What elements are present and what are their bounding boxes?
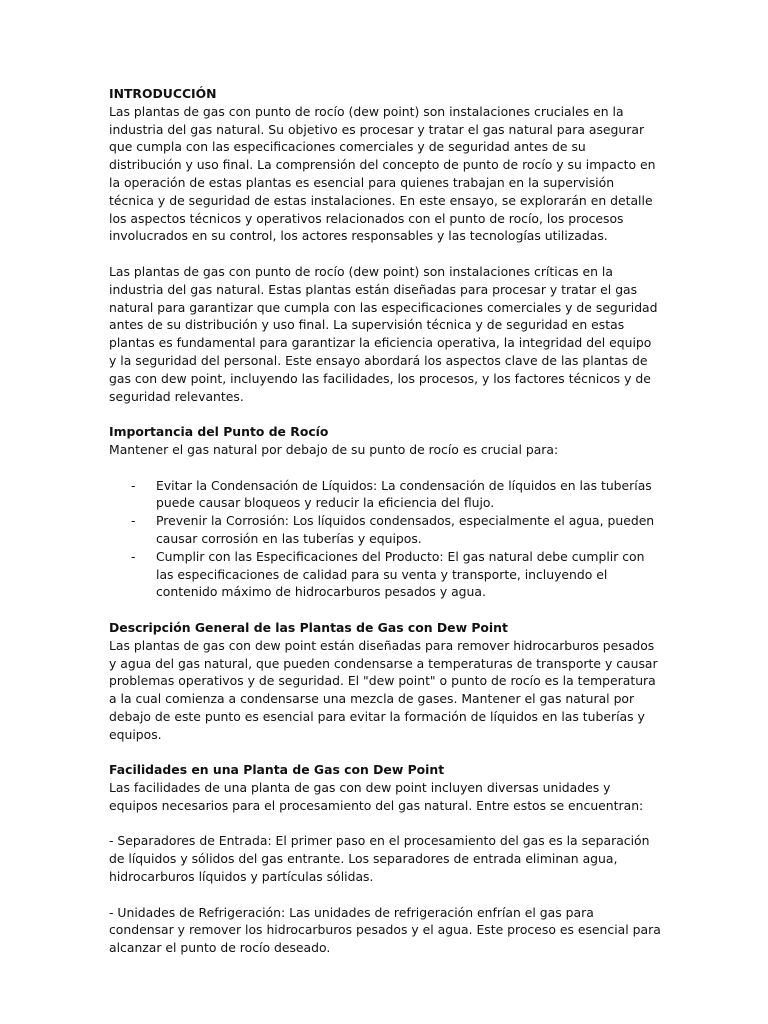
facilities-lead: Las facilidades de una planta de gas con dew point incluyen diversas unidades y equipos necesarios para el procesamiento del gas natural. Entre estos se encuentran:: [109, 780, 644, 813]
list-item-text: Cumplir con las Especificaciones del Producto: El gas natural debe cumplir con las especificaciones de calidad para su venta y transporte, incluyendo el contenido máximo de hidrocarburos pesados y agua.: [156, 548, 645, 600]
importance-heading: Importancia del Punto de Rocío: [109, 424, 329, 440]
intro-paragraph-2: Las plantas de gas con punto de rocío (dew point) son instalaciones críticas en la industria del gas natural. Estas plantas están diseñadas para procesar y tratar el gas natural para garantizar que cumpla con las especificaciones comerciales y de seguridad antes de su distribución y uso final. La supervisión técnica y de seguridad en estas plantas es fundamental para garantizar la eficiencia operativa, la integridad del equipo y la seguridad del personal. Este ensayo abordará los aspectos clave de las plantas de gas con dew point, incluyendo las facilidades, los procesos, y los factores técnicos y de seguridad relevantes.: [109, 263, 658, 404]
facilities-heading: Facilidades en una Planta de Gas con Dew Point: [109, 762, 445, 778]
list-item-text: Prevenir la Corrosión: Los líquidos condensados, especialmente el agua, pueden causar corrosión en las tuberías y equipos.: [156, 513, 655, 546]
bullet-dash: -: [131, 477, 136, 493]
list-item: [109, 548, 661, 601]
importance-list: [109, 477, 661, 602]
facilities-separators: - Separadores de Entrada: El primer paso en el procesamiento del gas es la separación de líquidos y sólidos del gas entrante. Los separadores de entrada eliminan agua, hidrocarburos líquidos y partículas sólidas.: [109, 833, 650, 885]
overview-heading: Descripción General de las Plantas de Gas con Dew Point: [109, 619, 508, 635]
facilities-refrigeration: - Unidades de Refrigeración: Las unidades de refrigeración enfrían el gas para condensar y remover los hidrocarburos pesados y el agua. Este proceso es esencial para alcanzar el punto de rocío deseado.: [109, 904, 661, 956]
bullet-dash: -: [131, 548, 136, 564]
importance-lead: Mantener el gas natural por debajo de su punto de rocío es crucial para:: [109, 441, 559, 457]
list-item: [109, 477, 661, 513]
document-page: [109, 85, 661, 957]
intro-heading: INTRODUCCIÓN: [109, 86, 217, 101]
list-item: [109, 512, 661, 548]
overview-paragraph: Las plantas de gas con dew point están diseñadas para remover hidrocarburos pesados y agua del gas natural, que pueden condensarse a temperaturas de transporte y causar problemas operativos y de seguridad. El "dew point" o punto de rocío es la temperatura a la cual comienza a condensarse una mezcla de gases. Mantener el gas natural por debajo de este punto es esencial para evitar la formación de líquidos en las tuberías y equipos.: [109, 637, 658, 742]
bullet-dash: -: [131, 513, 136, 529]
list-item-text: Evitar la Condensación de Líquidos: La condensación de líquidos en las tuberías puede causar bloqueos y reducir la eficiencia del flujo.: [156, 477, 652, 511]
intro-paragraph-1: Las plantas de gas con punto de rocío (dew point) son instalaciones cruciales en la industria del gas natural. Su objetivo es procesar y tratar el gas natural para asegurar que cumpla con las especificaciones comerciales y de seguridad antes de su distribución y uso final. La comprensión del concepto de punto de rocío y su impacto en la operación de estas plantas es esencial para quienes trabajan en la supervisión técnica y de seguridad de estas instalaciones. En este ensayo, se explorarán en detalle los aspectos técnicos y operativos relacionados con el punto de rocío, los procesos involucrados en su control, los actores responsables y las tecnologías utilizadas.: [109, 103, 656, 244]
